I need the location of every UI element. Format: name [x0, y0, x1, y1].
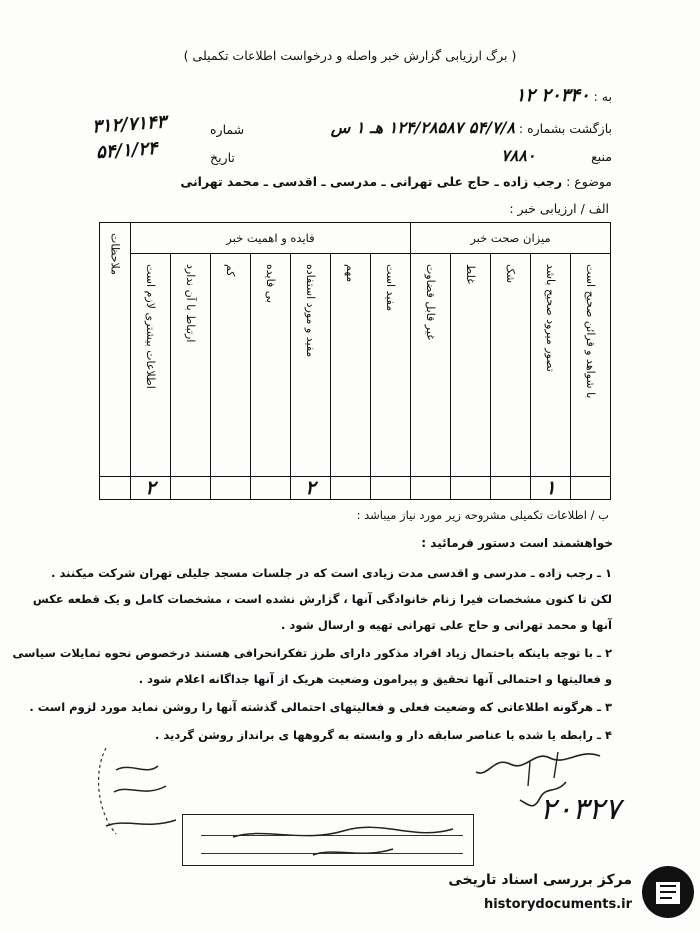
paragraph-1-end: آنها و محمد تهرانی و حاج علی تهرانی تهیه و ارسال شود . — [281, 618, 612, 632]
column-accuracy-unjudgeable — [411, 254, 451, 477]
column-accuracy-probable — [531, 254, 571, 477]
paragraph-1-cont: لکن تا کنون مشخصات فیرا زنام خانوادگی آنها ، گزارش نشده است ، مشخصات کامل و یک قطعه عکس — [32, 592, 612, 606]
subject-label: موضوع : — [566, 174, 612, 189]
mark-cell — [531, 477, 571, 500]
column-use-more-info — [131, 254, 171, 477]
column-label: ملاحظات — [108, 233, 122, 275]
mark-cell — [571, 477, 611, 500]
form-title: ( برگ ارزیابی گزارش خبر واصله و درخواست اطلاعات تکمیلی ) — [183, 48, 517, 63]
mark-probable: ۱ — [545, 476, 556, 499]
column-label: ارتباط با آن ندارد — [184, 264, 197, 343]
mark-cell — [331, 477, 371, 500]
column-label: بی فایده — [264, 264, 277, 303]
evaluation-table — [99, 222, 611, 500]
section-b-label: ب / اطلاعات تکمیلی مشروحه زیر مورد نیاز میباشد : — [356, 508, 609, 522]
paragraph-1: ۱ ـ رجب زاده ـ مدرسی و اقدسی مدت زیادی است که در جلسات مسجد جلیلی تهران شرکت میکنند . — [51, 566, 612, 580]
mark-cell — [491, 477, 531, 500]
column-use-unrelated — [171, 254, 211, 477]
column-use-useless — [251, 254, 291, 477]
reference-label: بازگشت بشماره : — [518, 121, 612, 136]
paragraph-3: ۳ ـ هرگونه اطلاعاتی که وضعیت فعلی و فعالیتهای احتمالی گذشته آنها را روشن نماید مورد لزوم است . — [29, 700, 612, 714]
mark-cell — [251, 477, 291, 500]
column-label: غلط — [464, 264, 477, 284]
column-use-important — [331, 254, 371, 477]
source-label: منبع — [591, 149, 612, 164]
source-line — [501, 146, 612, 165]
column-use-used — [291, 254, 331, 477]
date-field-value: ۵۴/۱/۲۴ — [95, 137, 159, 164]
group-header-usefulness: فایده و اهمیت خبر — [131, 223, 411, 254]
column-use-low — [211, 254, 251, 477]
mark-cell — [291, 477, 331, 500]
number-label: به : — [593, 89, 612, 104]
reference-line — [331, 118, 612, 137]
column-label: اطلاعات بیشتری لازم است — [144, 264, 157, 389]
mark-used: ۲ — [305, 476, 316, 499]
mark-cell — [411, 477, 451, 500]
section-a-label: الف / ارزیابی خبر : — [509, 201, 609, 216]
mark-cell — [451, 477, 491, 500]
mark-cell — [131, 477, 171, 500]
number-field-value: ۳۱۲/۷۱۴۳ — [91, 111, 167, 138]
subject-line — [180, 174, 612, 189]
mark-more-info: ۲ — [145, 476, 156, 499]
date-field-label: تاریخ — [210, 150, 235, 165]
logo-url: historydocuments.ir — [483, 897, 632, 912]
column-label: با شواهد و قرائن صحیح است — [584, 264, 597, 399]
number-line — [516, 85, 612, 106]
paragraph-4: ۴ ـ رابطه یا شده با عناصر سابقه دار و وابسته به گروهها ی برانداز روشن گردید . — [155, 728, 612, 742]
subject-value: رجب زاده ـ حاج علی تهرانی ـ مدرسی ـ اقدسی ـ محمد تهرانی — [180, 174, 563, 189]
mark-cell — [371, 477, 411, 500]
mark-cell — [211, 477, 251, 500]
handwritten-note-stamp — [86, 740, 196, 840]
group-header-accuracy: میزان صحت خبر — [411, 223, 611, 254]
number-field-label: شماره — [210, 122, 245, 137]
column-label: مهم — [344, 264, 357, 283]
mark-cell — [171, 477, 211, 500]
column-label: مفید و مورد استفاده — [304, 264, 317, 358]
column-label: کم — [224, 264, 237, 277]
column-accuracy-confirmed — [571, 254, 611, 477]
request-line: خواهشمند است دستور فرمائید : — [421, 536, 613, 550]
column-use-useful — [371, 254, 411, 477]
logo-name: مرکز بررسی اسناد تاریخی — [448, 872, 632, 888]
paragraph-2-cont: و فعالیتها و احتمالی آنها تحقیق و پیرامون وضعیت هریک از آنها جداگانه اعلام شود . — [138, 672, 612, 686]
column-accuracy-false — [451, 254, 491, 477]
mark-cell — [100, 477, 131, 500]
number-value: ۲۰۳۴۰ ۱۲ — [515, 85, 590, 106]
reference-value: ۵۴/۷/۸ ۱۲۴/۲۸۵۸۷ هـ ۱ س — [330, 118, 515, 137]
paragraph-2: ۲ ـ با توجه باینکه باحتمال زیاد افراد مذکور دارای طرز تفکرانحرافی هستند درخصوص نحوه تمایلات سیاسی — [12, 646, 612, 660]
handwritten-number: ۲۰۳۲۷ — [540, 792, 621, 827]
column-label: تصور میرود صحیح باشد — [544, 264, 557, 372]
column-remarks — [100, 223, 131, 477]
office-stamp — [182, 814, 474, 866]
source-value: ۷۸۸۰ — [501, 146, 536, 165]
column-label: غیر قابل قضاوت — [424, 264, 437, 340]
column-label: مفید است — [384, 264, 397, 312]
column-accuracy-doubtful — [491, 254, 531, 477]
column-label: شک — [504, 264, 517, 284]
